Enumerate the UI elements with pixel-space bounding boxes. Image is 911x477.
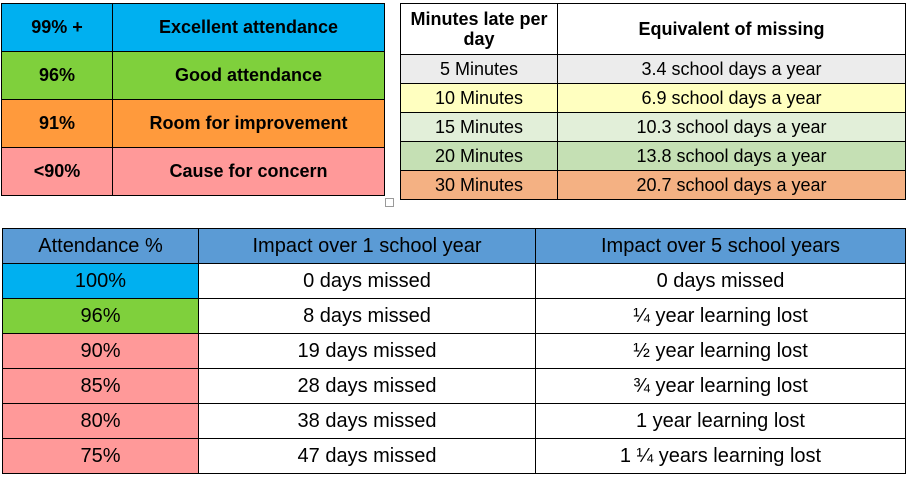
- minutes-cell: 10 Minutes: [401, 84, 558, 113]
- five-years-cell: 1 ¼ years learning lost: [536, 439, 906, 474]
- attendance-cell: 75%: [3, 439, 199, 474]
- table-row: [3, 299, 906, 334]
- table-row: [3, 264, 906, 299]
- one-year-cell: 47 days missed: [199, 439, 536, 474]
- one-year-cell: 0 days missed: [199, 264, 536, 299]
- band-row: [2, 100, 385, 148]
- resize-handle[interactable]: [385, 198, 394, 207]
- table-row: [401, 113, 906, 142]
- one-year-header: Impact over 1 school year: [199, 229, 536, 264]
- band-label: Excellent attendance: [113, 4, 385, 52]
- band-label: Room for improvement: [113, 100, 385, 148]
- five-years-cell: ¼ year learning lost: [536, 299, 906, 334]
- table-row: [401, 55, 906, 84]
- five-years-cell: ½ year learning lost: [536, 334, 906, 369]
- table-row: [3, 334, 906, 369]
- equivalent-cell: 6.9 school days a year: [558, 84, 906, 113]
- band-percent: 91%: [2, 100, 113, 148]
- equivalent-cell: 10.3 school days a year: [558, 113, 906, 142]
- equivalent-cell: 20.7 school days a year: [558, 171, 906, 200]
- minutes-cell: 30 Minutes: [401, 171, 558, 200]
- band-label: Cause for concern: [113, 148, 385, 196]
- five-years-cell: 1 year learning lost: [536, 404, 906, 439]
- attendance-bands-table: [1, 3, 385, 196]
- minutes-cell: 15 Minutes: [401, 113, 558, 142]
- attendance-header: Attendance %: [3, 229, 199, 264]
- band-percent: 96%: [2, 52, 113, 100]
- attendance-impact-table: [2, 228, 906, 474]
- attendance-cell: 80%: [3, 404, 199, 439]
- minutes-late-table: [400, 3, 906, 200]
- band-percent: <90%: [2, 148, 113, 196]
- one-year-cell: 28 days missed: [199, 369, 536, 404]
- table-row: [3, 404, 906, 439]
- table-header-row: [401, 4, 906, 55]
- band-row: [2, 4, 385, 52]
- band-label: Good attendance: [113, 52, 385, 100]
- band-row: [2, 148, 385, 196]
- table-row: [401, 171, 906, 200]
- five-years-cell: 0 days missed: [536, 264, 906, 299]
- attendance-cell: 85%: [3, 369, 199, 404]
- minutes-cell: 5 Minutes: [401, 55, 558, 84]
- one-year-cell: 8 days missed: [199, 299, 536, 334]
- one-year-cell: 19 days missed: [199, 334, 536, 369]
- band-percent: 99% +: [2, 4, 113, 52]
- table-header-row: [3, 229, 906, 264]
- minutes-cell: 20 Minutes: [401, 142, 558, 171]
- table-row: [3, 369, 906, 404]
- equivalent-cell: 3.4 school days a year: [558, 55, 906, 84]
- equivalent-header: Equivalent of missing: [558, 4, 906, 55]
- one-year-cell: 38 days missed: [199, 404, 536, 439]
- table-row: [3, 439, 906, 474]
- attendance-cell: 100%: [3, 264, 199, 299]
- five-years-cell: ¾ year learning lost: [536, 369, 906, 404]
- table-row: [401, 84, 906, 113]
- attendance-cell: 90%: [3, 334, 199, 369]
- minutes-late-header: Minutes late per day: [401, 4, 558, 55]
- table-row: [401, 142, 906, 171]
- five-years-header: Impact over 5 school years: [536, 229, 906, 264]
- attendance-cell: 96%: [3, 299, 199, 334]
- equivalent-cell: 13.8 school days a year: [558, 142, 906, 171]
- band-row: [2, 52, 385, 100]
